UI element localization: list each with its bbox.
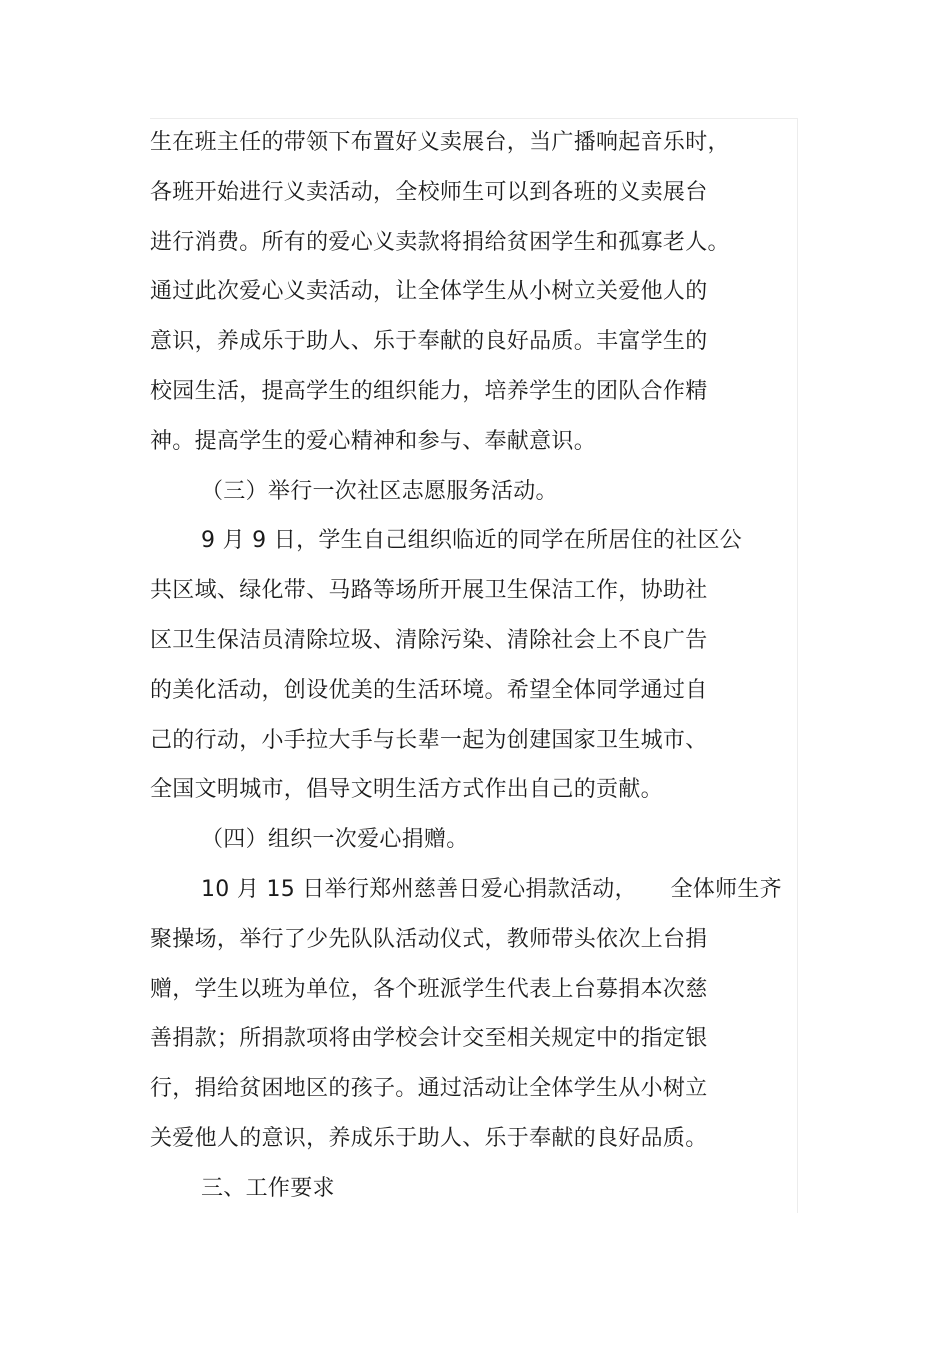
- text-line: 意识，养成乐于助人、乐于奉献的良好品质。丰富学生的: [150, 329, 708, 354]
- page-border-top: [150, 118, 798, 119]
- text-line: 9 月 9 日，学生自己组织临近的同学在所居住的社区公: [201, 528, 743, 553]
- text-line: 10 月 15 日举行郑州慈善日爱心捐款活动， 全体师生齐: [201, 877, 782, 902]
- section-heading: （三）举行一次社区志愿服务活动。: [201, 479, 558, 504]
- text-line: 关爱他人的意识，养成乐于助人、乐于奉献的良好品质。: [150, 1126, 708, 1151]
- text-line: 善捐款；所捐款项将由学校会计交至相关规定中的指定银: [150, 1026, 708, 1051]
- section-heading: （四）组织一次爱心捐赠。: [201, 827, 469, 852]
- text-line: 进行消费。所有的爱心义卖款将捐给贫困学生和孤寡老人。: [150, 230, 730, 255]
- text-line: 行，捐给贫困地区的孩子。通过活动让全体学生从小树立: [150, 1076, 708, 1101]
- text-line: 通过此次爱心义卖活动，让全体学生从小树立关爱他人的: [150, 279, 708, 304]
- text-line: 各班开始进行义卖活动，全校师生可以到各班的义卖展台: [150, 180, 708, 205]
- text-line: 己的行动，小手拉大手与长辈一起为创建国家卫生城市、: [150, 728, 708, 753]
- text-line: 共区域、绿化带、马路等场所开展卫生保洁工作，协助社: [150, 578, 708, 603]
- page-border-right: [797, 118, 798, 1213]
- text-line: 聚操场，举行了少先队队活动仪式，教师带头依次上台捐: [150, 927, 708, 952]
- text-line: 生在班主任的带领下布置好义卖展台，当广播响起音乐时，: [150, 130, 730, 155]
- section-heading: 三、工作要求: [201, 1176, 335, 1201]
- text-line: 区卫生保洁员清除垃圾、清除污染、清除社会上不良广告: [150, 628, 708, 653]
- text-line: 赠，学生以班为单位，各个班派学生代表上台募捐本次慈: [150, 977, 708, 1002]
- text-line: 校园生活，提高学生的组织能力，培养学生的团队合作精: [150, 379, 708, 404]
- text-line: 神。提高学生的爱心精神和参与、奉献意识。: [150, 429, 597, 454]
- text-line: 全国文明城市，倡导文明生活方式作出自己的贡献。: [150, 777, 663, 802]
- text-line: 的美化活动，创设优美的生活环境。希望全体同学通过自: [150, 678, 708, 703]
